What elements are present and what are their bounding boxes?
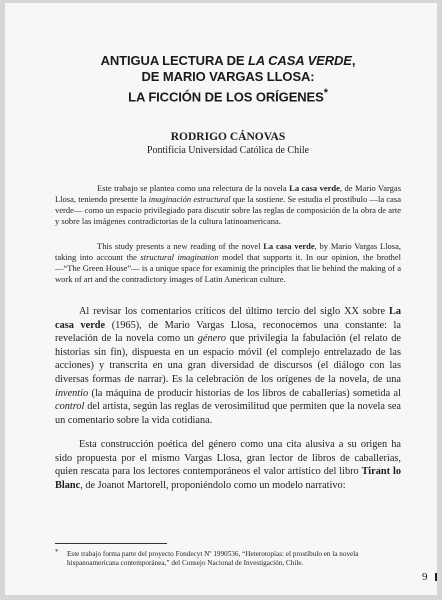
page-number: 9 bbox=[422, 571, 428, 583]
article-title bbox=[49, 53, 407, 105]
abstract-es-text: Este trabajo se plantea como una relectura de la novela bbox=[97, 183, 290, 193]
folio-square-icon bbox=[435, 573, 437, 581]
abstract-en-novel-name: La casa verde bbox=[263, 241, 315, 251]
footnote-mark: * bbox=[55, 548, 59, 556]
abstract-es-emphasis: imaginación estructural bbox=[148, 194, 231, 204]
abstract-es-text: que la sostiene. Se estudia el prostíbulo —la casa verde— como un espacio privilegiado para discutir sobre las reglas de composición de la obra de arte y sobre las imágenes contradictorias de la cultura latinoamericana. bbox=[55, 194, 401, 226]
author-name: RODRIGO CÁNOVAS bbox=[170, 131, 286, 143]
title-line-1 bbox=[49, 53, 407, 69]
title-line-2: DE MARIO VARGAS LLOSA: bbox=[141, 69, 315, 84]
title-footnote-mark[interactable]: * bbox=[323, 87, 328, 99]
abstract-es-text: , de Mario Vargas Llosa, teniendo presente la bbox=[55, 183, 401, 204]
paragraph-text: (la máquina de producir historias de los libros de caballerías) sometida al bbox=[88, 387, 401, 399]
abstract-en-emphasis: structural imagination bbox=[140, 252, 219, 262]
abstract-en-text: This study presents a new reading of the novel bbox=[97, 241, 264, 251]
author-affiliation: Pontificia Universidad Católica de Chile bbox=[146, 145, 310, 156]
italic-term: género bbox=[197, 333, 226, 345]
title-line-3-text: LA FICCIÓN DE LOS ORÍGENES bbox=[128, 89, 324, 105]
footnote-text: Este trabajo forma parte del proyecto Fondecyt Nº 1990536, “Heterotopías: el prostíbulo en la novela hispanoamericana contemporánea,” del Consejo Nacional de Investigación, Chile. bbox=[67, 550, 359, 567]
abstract-es-novel-name: La casa verde bbox=[289, 183, 340, 193]
novel-name: La casa verde bbox=[55, 306, 401, 331]
body-paragraph-2 bbox=[55, 438, 401, 492]
paragraph-text: Esta construcción poética del género como una cita alusiva a su origen ha sido propuesta por el mismo Vargas Llosa, gran lector de libros de caballerías, quien rescata para los lectores contemporáneos el valor artístico del libro bbox=[55, 439, 401, 478]
journal-page bbox=[5, 3, 437, 595]
body-paragraph-1 bbox=[55, 305, 401, 427]
footnote-divider bbox=[55, 543, 167, 544]
title-line-3 bbox=[49, 85, 407, 105]
title-line-1-text: ANTIGUA LECTURA DE bbox=[100, 53, 248, 68]
abstract-english bbox=[55, 241, 401, 285]
paragraph-text: del artista, según las reglas de verosimilitud que permiten que la novela sea un comentario sobre la vida cotidiana. bbox=[55, 401, 401, 426]
italic-term: control bbox=[55, 401, 85, 413]
title-line-1-comma: , bbox=[351, 53, 356, 68]
paragraph-text: que privilegia la fabulación (el relato de historias sin fin), dispuesta en un espacio móvil (el complejo entrelazado de las acciones) y transcrita en una gran diversidad de discursos (el diálogo con las diversas formas de narrar). Es la celebración de los orígenes de la novela, de una bbox=[55, 333, 402, 385]
footnote bbox=[55, 550, 401, 568]
abstract-en-text: model that supports it. In our opinion, the brothel —“The Green House”— is a unique space for examinig the principles that lie behind the making of a work of art and the contradictory images of Latin American culture. bbox=[55, 252, 401, 284]
paragraph-text: Al revisar los comentarios críticos del último tercio del siglo XX sobre bbox=[79, 306, 389, 317]
italic-term: inventio bbox=[55, 387, 89, 399]
book-name: Tirant lo Blanc bbox=[55, 466, 401, 491]
abstract-en-text: , by Mario Vargas Llosa, taking into account the bbox=[55, 241, 402, 262]
title-novel-name: LA CASA VERDE bbox=[247, 53, 352, 68]
abstract-spanish bbox=[55, 183, 401, 227]
paragraph-text: , de Joanot Martorell, proponiéndolo como un modelo narrativo: bbox=[80, 479, 346, 491]
paragraph-text: (1965), de Mario Vargas Llosa, reconocemos una constante: la revelación de la novela como un bbox=[55, 319, 401, 345]
